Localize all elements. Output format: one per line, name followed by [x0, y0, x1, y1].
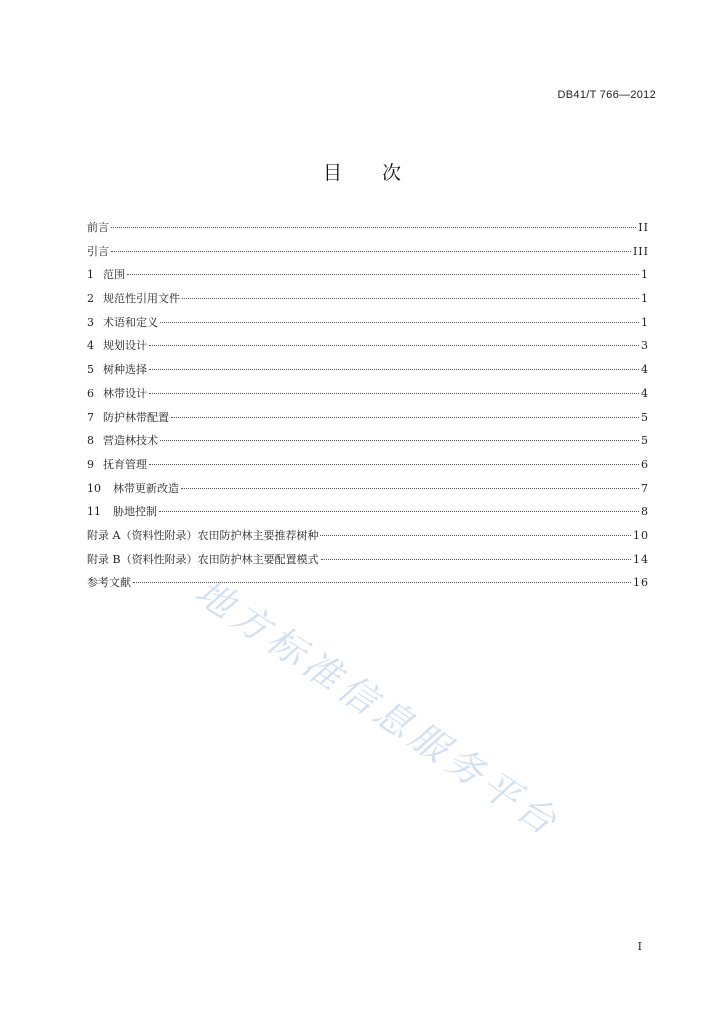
page-title: 目次: [322, 162, 441, 184]
toc-dot-leader: [111, 227, 636, 228]
toc-entry-label: 规划设计: [103, 339, 147, 353]
toc-entry-label: 范围: [103, 268, 125, 282]
document-code: DB41/T 766—2012: [557, 89, 656, 101]
toc-entry-page: 4: [641, 386, 649, 400]
toc-dot-leader: [321, 559, 631, 560]
toc-entry-page: 4: [641, 363, 649, 377]
toc-entry-label: 参考文献: [87, 576, 131, 590]
toc-entry-label: 林带更新改造: [113, 481, 179, 495]
toc-entry[interactable]: [87, 429, 649, 453]
toc-entry-number: 9: [87, 457, 94, 471]
toc-entry-number: 10: [87, 481, 101, 495]
toc-entry-page: 5: [641, 410, 649, 424]
toc-dot-leader: [171, 417, 639, 418]
toc-entry-label: 胁地控制: [113, 505, 157, 519]
toc-dot-leader: [160, 440, 639, 441]
toc-entry[interactable]: [87, 240, 649, 264]
toc-entry[interactable]: [87, 453, 649, 477]
toc-entry-label: 前言: [87, 221, 109, 234]
toc-entry-number: 11: [87, 505, 101, 519]
toc-entry-page: III: [632, 244, 649, 258]
toc-dot-leader: [127, 274, 639, 275]
toc-dot-leader: [111, 251, 631, 252]
toc-entry-label: 防护林带配置: [103, 410, 169, 424]
toc-entry-label: 林带设计: [103, 386, 147, 400]
toc-entry-label: 附录 B（资料性附录）农田防护林主要配置模式: [87, 552, 319, 566]
toc-entry-page: 1: [641, 292, 649, 306]
toc-entry[interactable]: [87, 382, 649, 406]
toc-entry-page: 1: [641, 268, 649, 282]
page-number: I: [637, 940, 642, 953]
toc-entry-label: 树种选择: [103, 363, 147, 377]
toc-entry-label: 抚育管理: [103, 457, 147, 471]
toc-entry-number: 1: [87, 268, 94, 282]
toc-entry-number: 5: [87, 363, 94, 377]
toc-entry[interactable]: [87, 477, 649, 501]
toc-dot-leader: [182, 298, 639, 299]
toc-entry-label: 规范性引用文件: [103, 292, 180, 306]
toc-entry[interactable]: [87, 406, 649, 430]
toc-entry-label: 营造林技术: [103, 434, 158, 448]
toc-entry[interactable]: [87, 548, 649, 572]
toc-dot-leader: [149, 464, 639, 465]
toc-dot-leader: [181, 488, 639, 489]
toc-dot-leader: [149, 345, 639, 346]
toc-entry[interactable]: [87, 358, 649, 382]
toc-entry-page: 3: [641, 339, 649, 353]
toc-entry-label: 引言: [87, 244, 109, 258]
toc-entry-label: 附录 A（资料性附录）农田防护林主要推荐树种: [87, 528, 319, 542]
table-of-contents: [87, 216, 649, 595]
toc-dot-leader: [149, 393, 639, 394]
toc-entry-page: II: [638, 221, 649, 234]
toc-entry[interactable]: [87, 571, 649, 595]
toc-entry[interactable]: [87, 287, 649, 311]
toc-entry-page: 1: [641, 315, 649, 329]
toc-entry-number: 6: [87, 386, 94, 400]
watermark: 地方标准信息服务平台: [187, 569, 569, 846]
toc-entry-number: 7: [87, 410, 94, 424]
toc-entry-page: 8: [641, 505, 649, 519]
toc-entry-number: 3: [87, 315, 94, 329]
toc-entry-number: 8: [87, 434, 94, 448]
toc-entry-page: 5: [641, 434, 649, 448]
toc-entry-page: 14: [633, 552, 649, 566]
toc-entry[interactable]: [87, 500, 649, 524]
toc-entry-number: 4: [87, 339, 94, 353]
toc-dot-leader: [159, 511, 639, 512]
toc-dot-leader: [320, 535, 631, 536]
toc-entry[interactable]: [87, 263, 649, 287]
toc-entry[interactable]: [87, 216, 649, 240]
toc-dot-leader: [160, 322, 639, 323]
toc-entry-page: 7: [641, 481, 649, 495]
toc-dot-leader: [149, 369, 639, 370]
toc-entry-label: 术语和定义: [103, 315, 158, 329]
toc-entry-page: 6: [641, 457, 649, 471]
toc-entry-page: 16: [633, 576, 649, 590]
toc-entry-page: 10: [633, 528, 649, 542]
toc-entry-number: 2: [87, 292, 94, 306]
toc-entry[interactable]: [87, 334, 649, 358]
toc-entry[interactable]: [87, 311, 649, 335]
toc-entry[interactable]: [87, 524, 649, 548]
